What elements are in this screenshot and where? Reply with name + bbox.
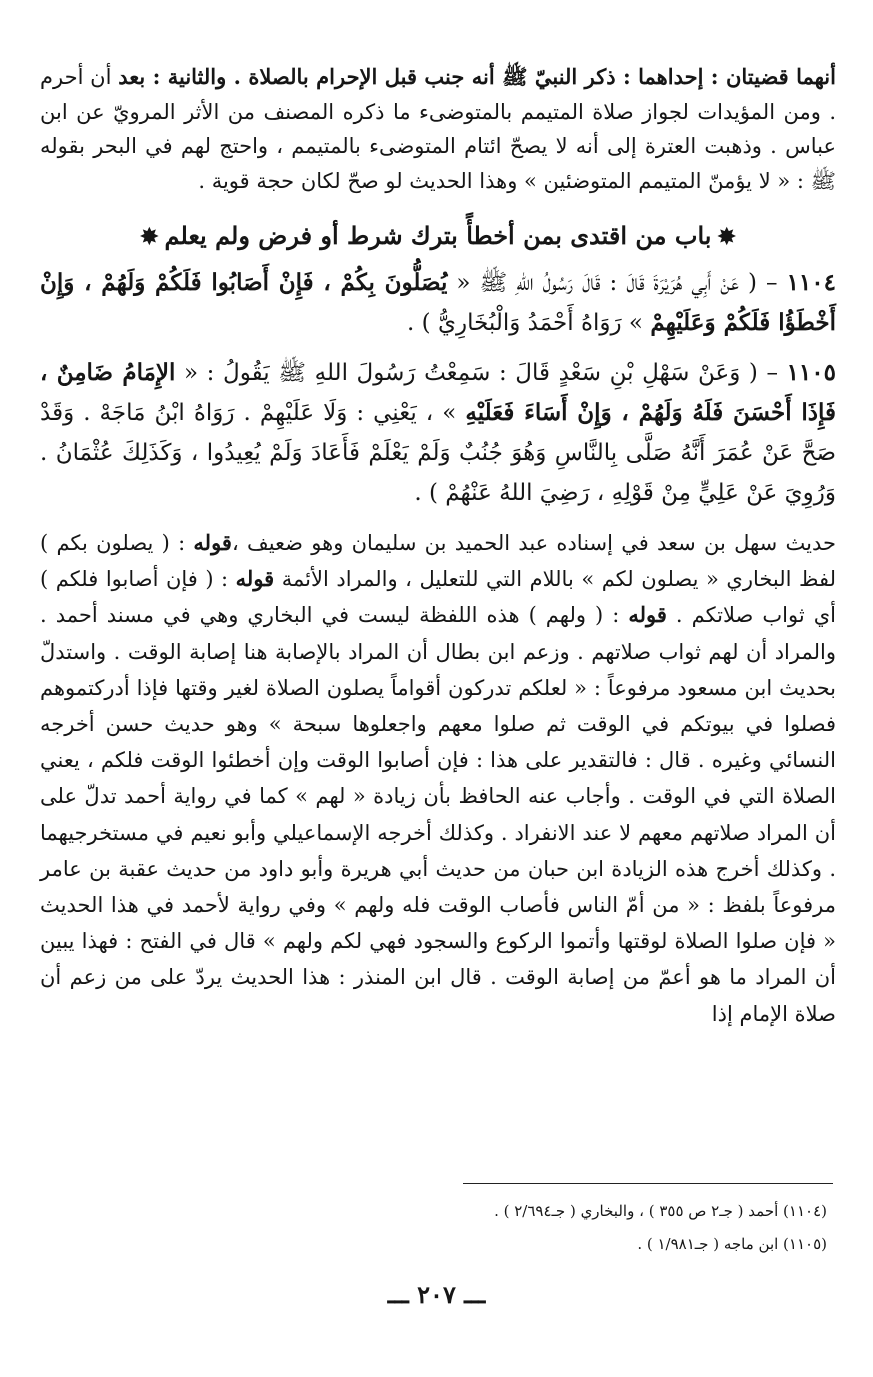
footnote-separator	[463, 1183, 833, 1184]
hadith-1105	[40, 353, 836, 513]
hadith-matn: الإِمَامُ ضَامِنٌ ، فَإِذَا أَحْسَنَ فَلَهُ وَلَهُمْ ، وَإِنْ أَسَاءَ فَعَلَيْهِ	[40, 359, 837, 426]
hadith-number: ١١٠٤	[786, 269, 836, 296]
intro-line-3: عن ابن عباس . وذهبت العترة إلى أنه لا يصحّ ائتام المتوضىء بالمتيمم ، واحتج لهم في	[40, 99, 836, 158]
chapter-heading	[40, 218, 836, 255]
commentary-keyword: قوله	[628, 602, 667, 628]
intro-line-2: أن أحرم . ومن المؤيدات لجواز صلاة المتيمم بالمتوضىء ما ذكره المصنف من الأثر المرويّ	[40, 65, 836, 124]
star-icon: ✸	[717, 224, 736, 250]
footnote-1105: (١١٠٥) ابن ماجه ( جـ١/٩٨١ ) .	[637, 1235, 827, 1253]
hadith-text: – ( عَنْ أَبِي هُرَيْرَةَ قَالَ : قَالَ رَسُولُ اللهِ ﷺ «	[447, 270, 787, 296]
intro-line-1: أنهما قضيتان : إحداهما : ذكر النبيّ ﷺ أنه جنب قبل الإحرام بالصلاة . والثانية : بعد	[118, 64, 836, 89]
hadith-text: » رَوَاهُ أَحْمَدُ وَالْبُخَارِيُّ ) .	[407, 310, 651, 336]
hadith-text: – ( وَعَنْ سَهْلِ بْنِ سَعْدٍ قَالَ : سَمِعْتُ رَسُولَ اللهِ ﷺ يَقُولُ : «	[175, 360, 787, 386]
commentary-keyword: قوله	[235, 566, 275, 592]
intro-paragraph	[40, 60, 836, 198]
hadith-text: » ، يَعْنِي : وَلَا عَلَيْهِمْ . رَوَاهُ ابْنُ مَاجَهْ . وَقَدْ صَحَّ عَنْ عُمَرَ أَنَّهُ صَلَّى بِالنَّاسِ وَهُوَ جُنُبٌ وَلَمْ يَعْلَمْ فَأَعَادَ وَلَمْ يُعِيدُوا ، وَكَذَلِكَ عُثْمَانُ . وَرُوِيَ عَنْ عَلِيٍّ مِنْ قَوْلِهِ ، رَضِيَ اللهُ عَنْهُمْ ) .	[40, 400, 836, 506]
page-number: ـــ ٢٠٧ ـــ	[387, 1280, 486, 1309]
commentary-text: : ( فإن أصابوا فلكم ) أي ثواب صلاتكم .	[40, 567, 836, 628]
commentary-paragraph	[40, 525, 836, 1032]
commentary-keyword: قوله	[193, 530, 232, 555]
star-icon: ✸	[140, 224, 159, 250]
hadith-number: ١١٠٥	[786, 359, 836, 386]
page-content	[40, 60, 836, 1032]
commentary-text: حديث سهل بن سعد في إسناده عبد الحميد بن سليمان وهو ضعيف ،	[231, 531, 836, 555]
chapter-title: باب من اقتدى بمن أخطأً بترك شرط أو فرض ولم يعلم	[164, 221, 712, 250]
commentary-text: : ( ولهم ) هذه اللفظة ليست في البخاري وهي في مسند أحمد . والمراد أن لهم ثواب صلاتهم . وزعم ابن بطال أن المراد بالإصابة هنا إصابة الوقت . واستدلّ بحديث ابن مسعود مرفوعاً : « لعلكم تدركون أقواماً يصلون الصلاة لغير وقتها فإذا أدركتموهم فصلوا في بيوتكم في الوقت ثم صلوا معهم واجعلوها سبحة » وهو حديث حسن أخرجه النسائي وغيره . قال : فالتقدير على هذا : فإن أصابوا الوقت وإن أخطئوا الوقت فلكم ، يعني الصلاة التي في الوقت . وأجاب عنه الحافظ بأن زيادة « لهم » كما في رواية أحمد تدلّ على أن المراد صلاتهم معهم لا عند الانفراد . وكذلك أخرجه الإسماعيلي وأبو نعيم في مستخرجيهما . وكذلك أخرج هذه الزيادة ابن حبان من حديث أبي هريرة وأبو داود من حديث عقبة بن عامر مرفوعاً بلفظ : « من أمّ الناس فأصاب الوقت فله ولهم » وفي رواية لأحمد في هذا الحديث « فإن صلوا الصلاة لوقتها وأتموا الركوع والسجود فهي لكم ولهم » قال في الفتح : فهذا يبين أن المراد ما هو أعمّ من إصابة الوقت . قال ابن المنذر : هذا الحديث يردّ على من زعم أن صلاة الإمام إذا	[40, 603, 836, 1026]
commentary-text: : ( يصلون بكم ) لفظ البخاري « يصلون لكم » باللام التي للتعليل ، والمراد الأئمة	[40, 531, 836, 592]
hadith-matn: يُصَلُّونَ بِكُمْ ، فَإِنْ أَصَابُوا فَلَكُمْ وَلَهُمْ ، وَإِنْ أَخْطَؤُا فَلَكُمْ وَعَلَيْهِمْ	[40, 269, 836, 336]
hadith-1104	[40, 263, 836, 343]
intro-line-4: البحر بقوله ﷺ : « لا يؤمنّ المتيمم المتوضئين » وهذا الحديث لو صحّ لكان حجة قوية .	[40, 134, 836, 193]
footnote-1104: (١١٠٤) أحمد ( جـ٢ ص ٣٥٥ ) ، والبخاري ( جـ٢/٦٩٤ ) .	[494, 1202, 827, 1220]
